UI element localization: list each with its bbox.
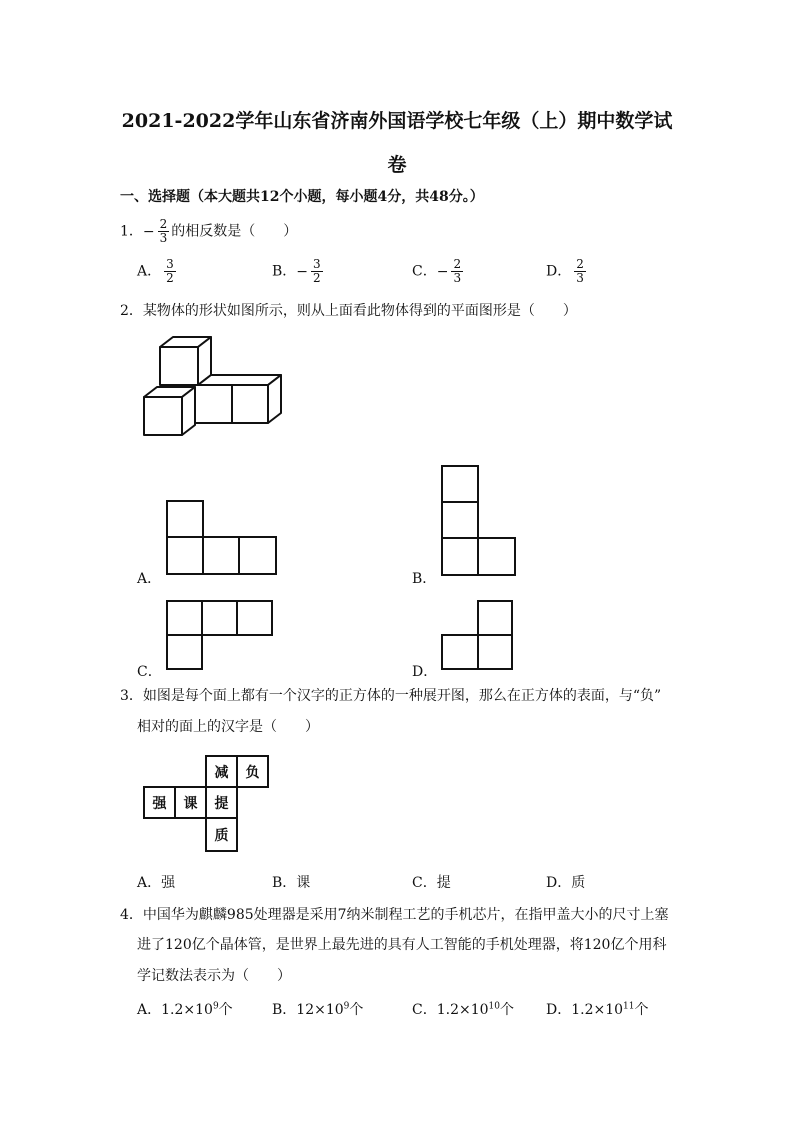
net-char-zhi: 质 — [214, 828, 229, 844]
net-char-qiang: 强 — [152, 796, 167, 812]
net-char-ke: 课 — [183, 796, 198, 812]
q4-option-b: B．$12\times 10^9$个 — [272, 1001, 364, 1018]
page-title-continued: 卷 — [387, 154, 407, 176]
q2-option-b-label: B． — [412, 571, 437, 587]
q2-option-d-figure — [441, 600, 515, 672]
section-header: 一、选择题（本大题共12个小题，每小题4分，共48分。） — [120, 189, 484, 205]
question-1 — [120, 218, 297, 245]
question-4-line-2: 进了120亿个晶体管，是世界上最先进的具有人工智能的手机处理器，将120亿个用科 — [137, 937, 667, 953]
question-number: 1． — [120, 223, 143, 240]
net-char-jian: 减 — [214, 765, 229, 781]
cube-net-figure — [142, 755, 270, 853]
q1-option-d: D． $\frac{2}{3}$ — [546, 257, 584, 285]
q2-option-d-label: D． — [412, 664, 438, 680]
q1-option-b: B．− $\frac{3}{2}$ — [272, 257, 321, 285]
question-text: 的相反数是（ ） — [171, 223, 298, 240]
q4-option-d: D．$1.2\times 10^{11}$个 — [546, 1001, 649, 1018]
q3-option-d: D．质 — [546, 875, 586, 891]
q2-option-a-figure — [166, 500, 278, 576]
q1-option-c: C．− $\frac{2}{3}$ — [412, 257, 462, 285]
cube-stack-figure — [140, 335, 300, 445]
q4-option-c: C．$1.2\times 10^{10}$个 — [412, 1001, 514, 1018]
q2-option-b-figure — [441, 465, 517, 577]
question-2: 2．某物体的形状如图所示，则从上面看此物体得到的平面图形是（ ） — [120, 303, 577, 319]
q3-option-a: A．强 — [137, 875, 176, 891]
q2-option-a-label: A． — [137, 571, 162, 587]
fraction: $\frac{2}{3}$ — [159, 217, 168, 245]
minus-sign: − — [142, 223, 155, 240]
net-char-ti: 提 — [214, 796, 229, 812]
question-4-line-3: 学记数法表示为（ ） — [137, 968, 291, 984]
net-char-fu: 负 — [245, 765, 260, 781]
q3-option-b: B．课 — [272, 875, 311, 891]
q3-option-c: C．提 — [412, 875, 451, 891]
q1-option-a: A． $\frac{3}{2}$ — [137, 257, 174, 285]
q4-option-a: A．$1.2\times 10^9$个 — [137, 1001, 233, 1018]
q2-option-c-figure — [166, 600, 274, 672]
question-3-line-1: 3．如图是每个面上都有一个汉字的正方体的一种展开图，那么在正方体的表面，与“负” — [120, 688, 662, 704]
question-3-line-2: 相对的面上的汉字是（ ） — [137, 719, 319, 735]
page-title: 2021-2022学年山东省济南外国语学校七年级（上）期中数学试 — [121, 110, 673, 132]
q2-option-c-label: C． — [137, 664, 162, 680]
question-4-line-1: 4．中国华为麒麟985处理器是采用7纳米制程工艺的手机芯片，在指甲盖大小的尺寸上塞 — [120, 907, 669, 923]
